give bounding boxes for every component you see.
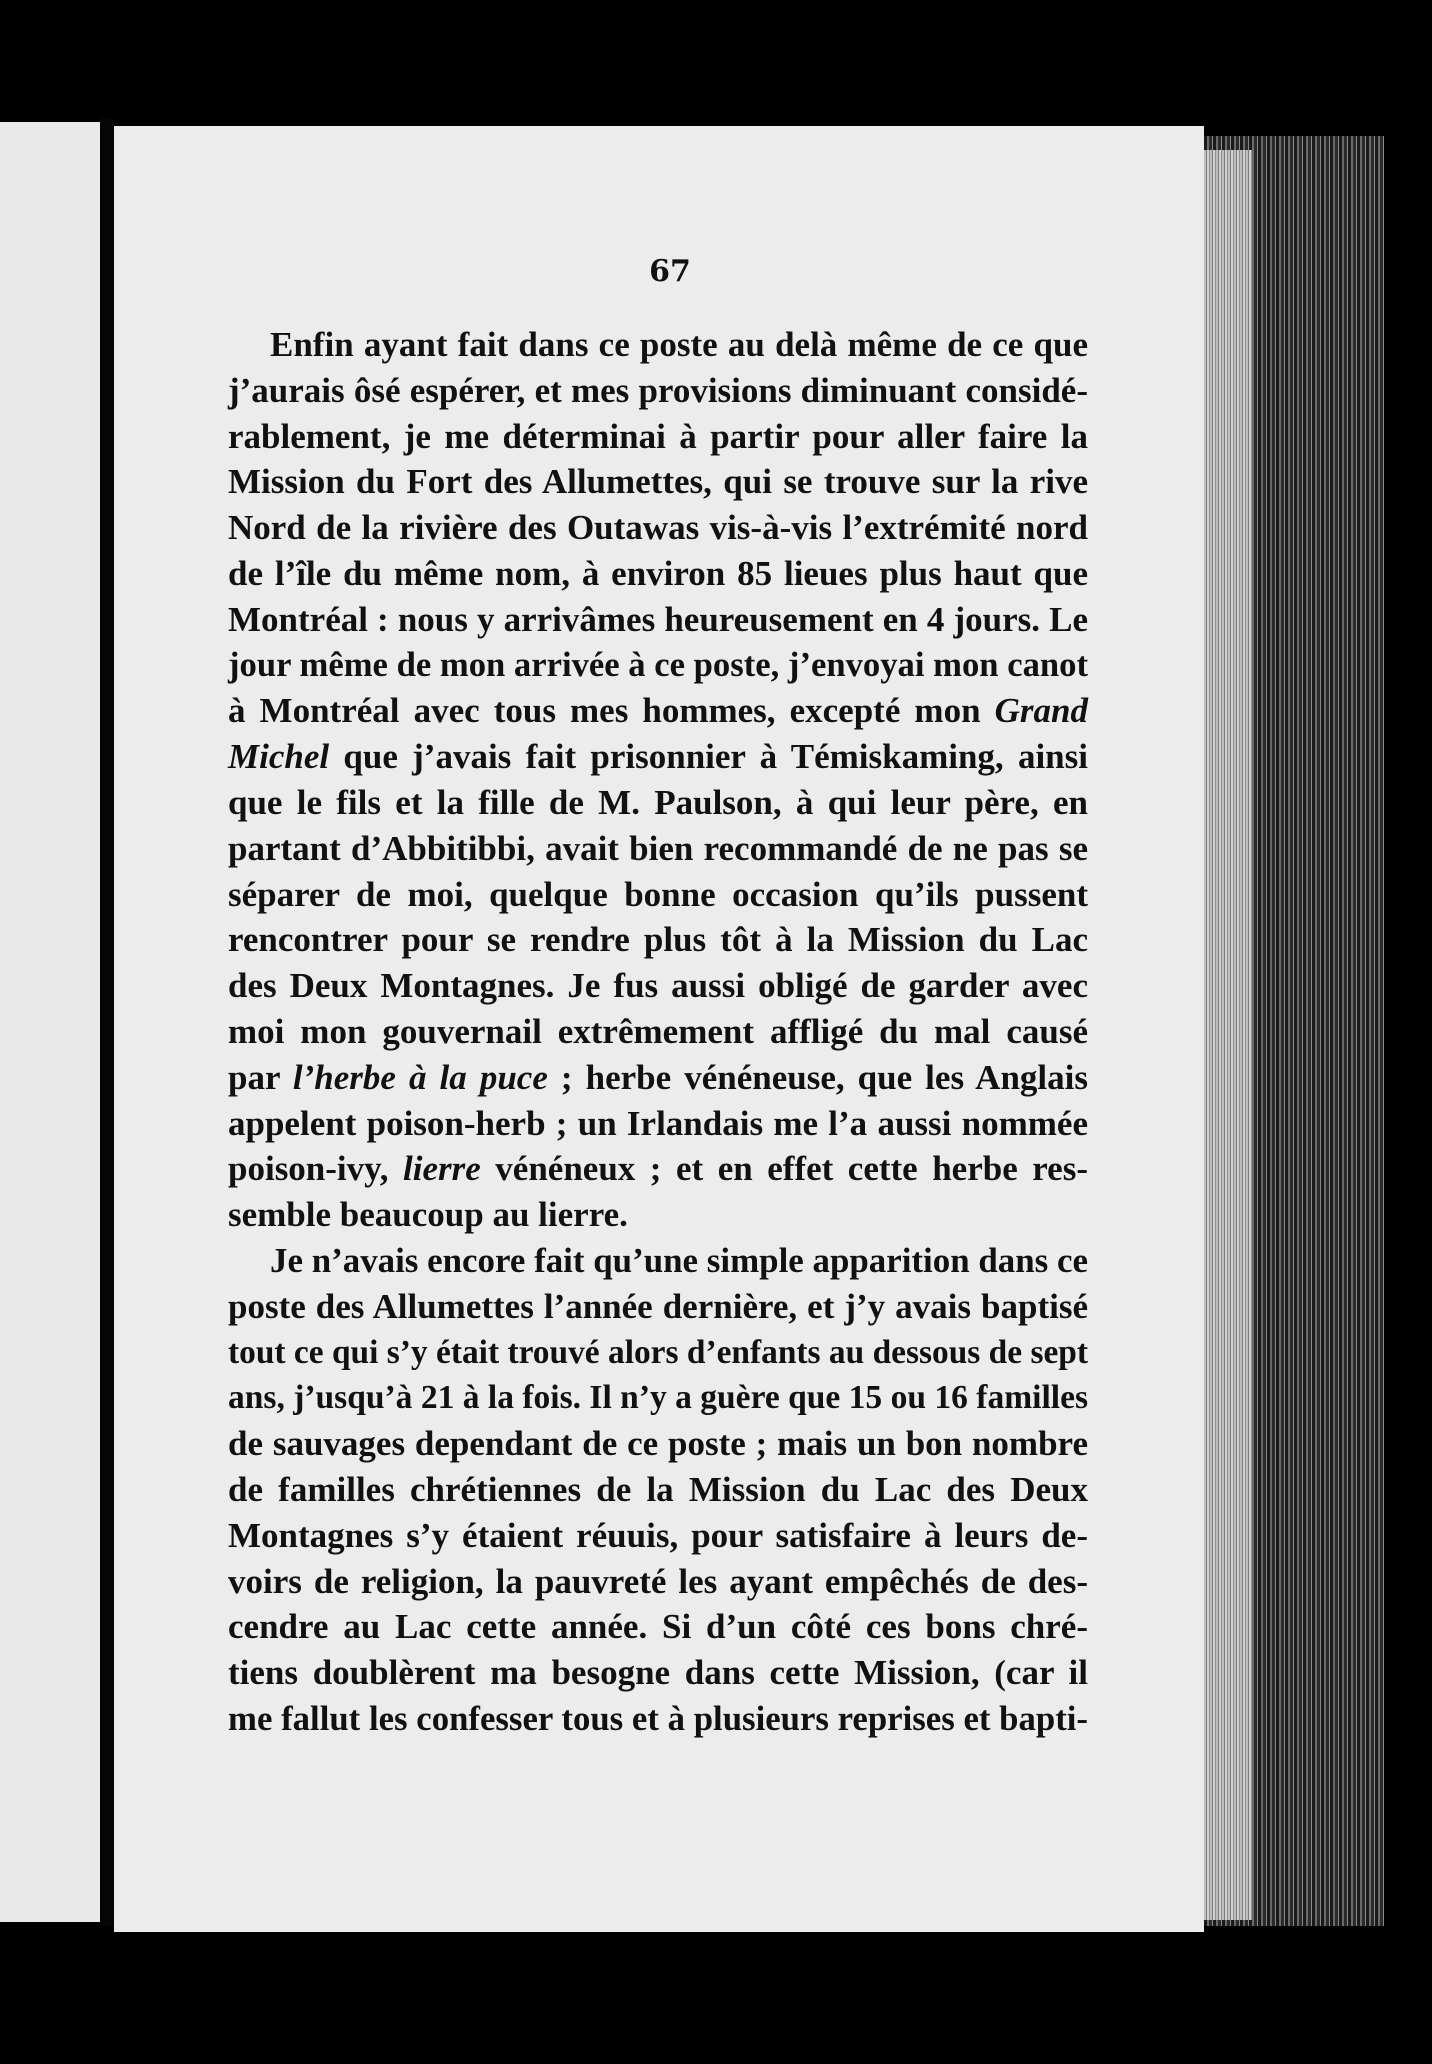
text-line: rablement, je me déterminai à partir pour aller faire la <box>228 416 1088 456</box>
body-text <box>228 322 1088 1742</box>
previous-page-edge <box>0 122 102 1922</box>
text-line: de sauvages dependant de ce poste ; mais un bon nombre <box>228 1424 1088 1464</box>
text-line: cendre au Lac cette année. Si d’un côté ces bons chré- <box>228 1607 1088 1647</box>
text-line: Montagnes s’y étaient réuuis, pour satisfaire à leurs de- <box>228 1515 1088 1555</box>
page-edges-highlight <box>1204 150 1252 1920</box>
text-line: Nord de la rivière des Outawas vis-à-vis l’extrémité nord <box>228 508 1088 548</box>
text-line: poste des Allumettes l’année dernière, et j’y avais baptisé <box>228 1286 1088 1326</box>
text-line: ans, j’usqu’à 21 à la fois. Il n’y a guère que 15 ou 16 familles <box>228 1379 1088 1417</box>
text-line: par l’herbe à la puce ; herbe vénéneuse, que les Anglais <box>228 1057 1088 1097</box>
text-line: à Montréal avec tous mes hommes, excepté mon Grand <box>228 691 1088 731</box>
text-line: j’aurais ôsé espérer, et mes provisions diminuant considé- <box>228 370 1088 410</box>
text-line: des Deux Montagnes. Je fus aussi obligé de garder avec <box>228 966 1088 1006</box>
text-line: jour même de mon arrivée à ce poste, j’envoyai mon canot <box>228 645 1088 684</box>
text-line: que le fils et la fille de M. Paulson, à qui leur père, en <box>228 782 1088 822</box>
text-line: poison-ivy, lierre vénéneux ; et en effet cette herbe res- <box>228 1149 1088 1189</box>
page-number: 67 <box>649 254 691 289</box>
text-line: Mission du Fort des Allumettes, qui se trouve sur la rive <box>228 462 1088 502</box>
text-line: semble beaucoup au lierre. <box>228 1195 628 1235</box>
text-line: appelent poison-herb ; un Irlandais me l’a aussi nommée <box>228 1103 1088 1143</box>
text-line: Je n’avais encore fait qu’une simple apparition dans ce <box>270 1240 1088 1280</box>
text-line: de familles chrétiennes de la Mission du Lac des Deux <box>228 1469 1088 1509</box>
text-line: de l’île du même nom, à environ 85 lieues plus haut que <box>228 553 1088 593</box>
text-line: tiens doublèrent ma besogne dans cette Mission, (car il <box>228 1653 1088 1693</box>
text-line: partant d’Abbitibbi, avait bien recommandé de ne pas se <box>228 828 1088 868</box>
book-gutter <box>100 118 114 1926</box>
text-line: me fallut les confesser tous et à plusieurs reprises et bapti- <box>228 1698 1088 1738</box>
text-line: moi mon gouvernail extrêmement affligé du mal causé <box>228 1011 1088 1051</box>
text-line: voirs de religion, la pauvreté les ayant empêchés de des- <box>228 1561 1088 1601</box>
text-line: tout ce qui s’y était trouvé alors d’enfants au dessous de sept <box>228 1333 1088 1371</box>
text-line: séparer de moi, quelque bonne occasion qu’ils pussent <box>228 874 1088 914</box>
text-line: rencontrer pour se rendre plus tôt à la Mission du Lac <box>228 920 1088 960</box>
text-line: Montréal : nous y arrivâmes heureusement en 4 jours. Le <box>228 599 1088 639</box>
text-line: Enfin ayant fait dans ce poste au delà même de ce que <box>270 325 1088 364</box>
text-line: Michel que j’avais fait prisonnier à Témiskaming, ainsi <box>228 737 1088 777</box>
